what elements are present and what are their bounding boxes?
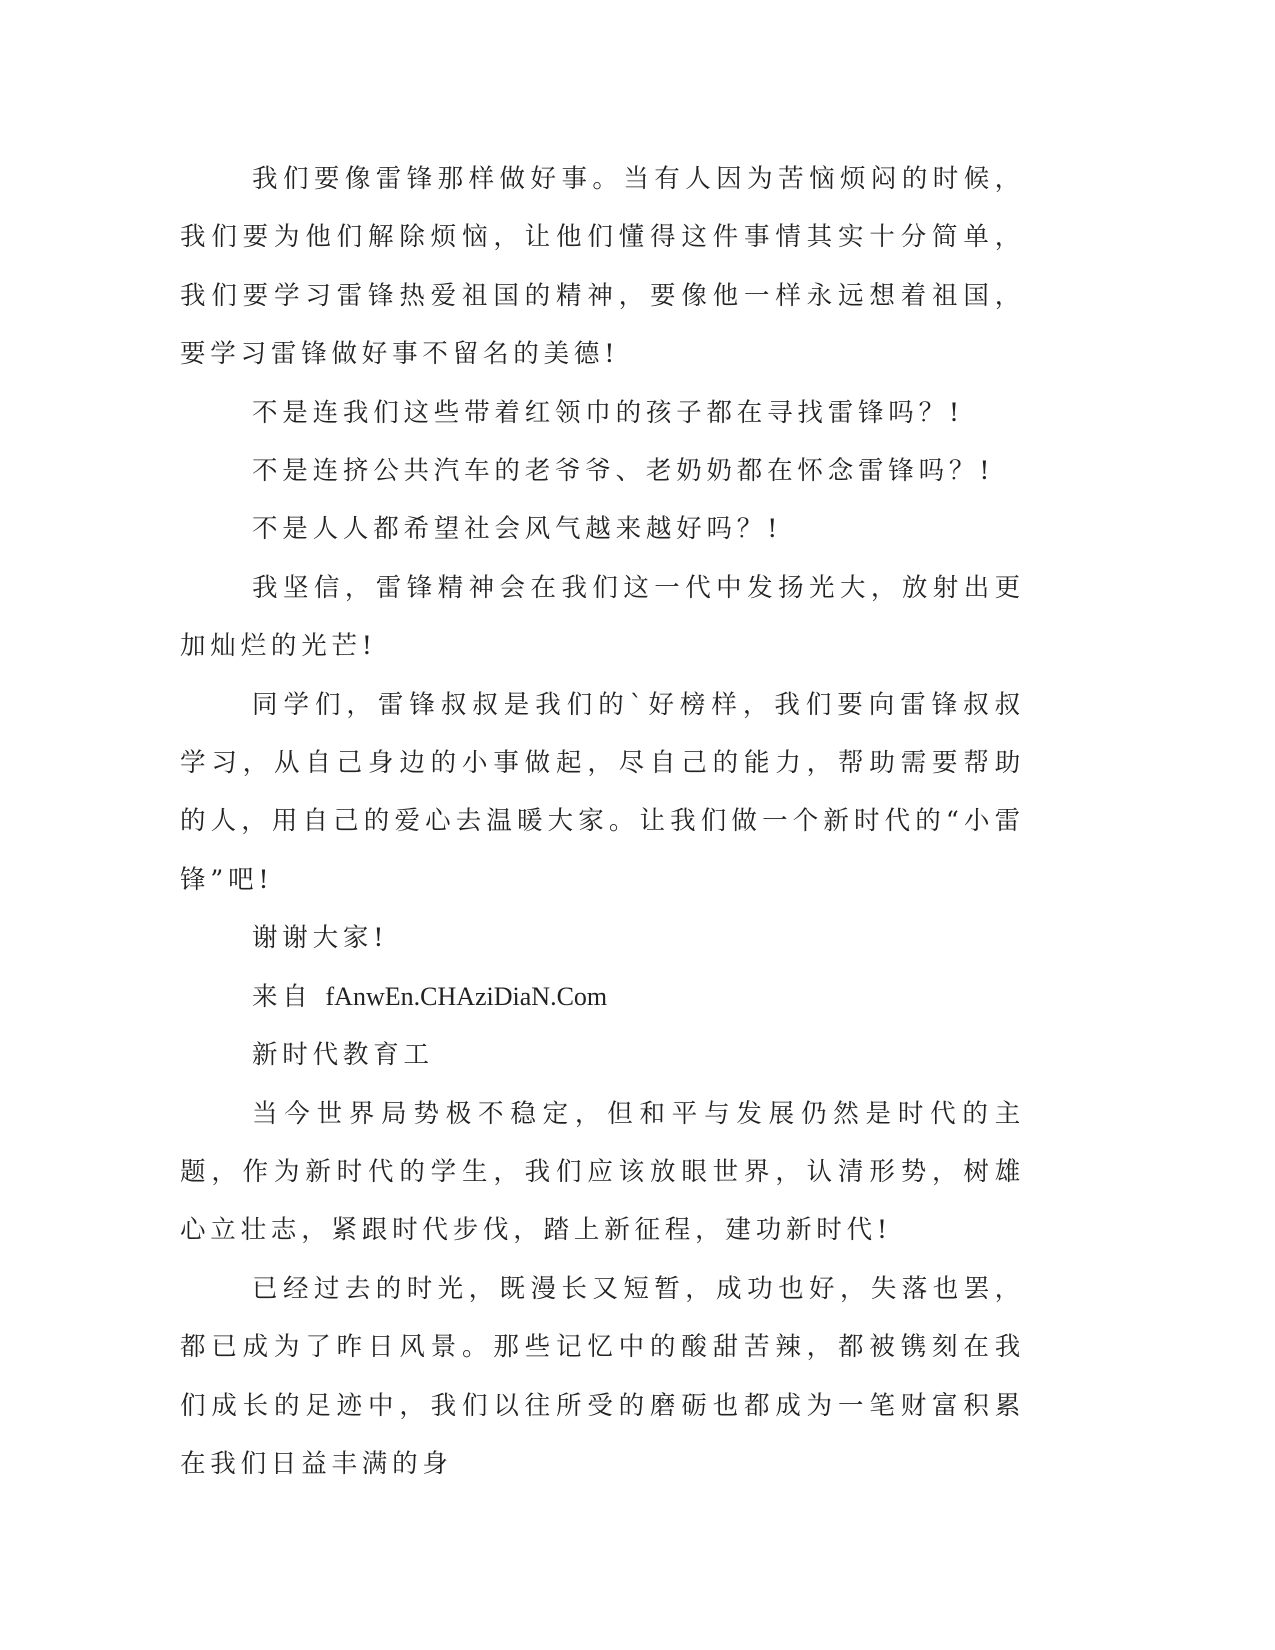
source-line <box>180 968 1025 1026</box>
paragraph-society-question: 不是人人都希望社会风气越来越好吗？! <box>252 514 783 545</box>
paragraph-red-scarf-question: 不是连我们这些带着红领巾的孩子都在寻找雷锋吗？! <box>252 397 964 428</box>
paragraph-belief: 我坚信，雷锋精神会在我们这一代中发扬光大，放射出更加灿烂的光芒! <box>180 572 1025 662</box>
paragraph-world-situation: 当今世界局势极不稳定，但和平与发展仍然是时代的主题，作为新时代的学生，我们应该放眼世界，认清形势，树雄心立壮志，紧跟时代步伐，踏上新征程，建功新时代! <box>180 1098 1025 1246</box>
paragraph-thanks: 谢谢大家! <box>252 923 389 954</box>
source-prefix: 来自 <box>252 981 313 1012</box>
document-page <box>180 150 1025 1493</box>
paragraph-leifeng-good-deeds: 我们要像雷锋那样做好事。当有人因为苦恼烦闷的时候，我们要为他们解除烦恼，让他们懂得这件事情其实十分简单，我们要学习雷锋热爱祖国的精神，要像他一样永远想着祖国，要学习雷锋做好事不留名的美德! <box>180 164 1025 370</box>
paragraph-past-time: 已经过去的时光，既漫长又短暂，成功也好，失落也罢，都已成为了昨日风景。那些记忆中的酸甜苦辣，都被镌刻在我们成长的足迹中，我们以往所受的磨砺也都成为一笔财富积累在我们日益丰满的身 <box>180 1273 1025 1479</box>
source-url: fAnwEn.CHAziDiaN.Com <box>325 981 608 1011</box>
paragraph-elderly-question: 不是连挤公共汽车的老爷爷、老奶奶都在怀念雷锋吗？! <box>252 456 995 487</box>
paragraph-classmates: 同学们，雷锋叔叔是我们的`好榜样，我们要向雷锋叔叔学习，从自己身边的小事做起，尽自己的能力，帮助需要帮助的人，用自己的爱心去温暖大家。让我们做一个新时代的“小雷锋”吧! <box>180 689 1025 895</box>
section-heading: 新时代教育工 <box>252 1040 434 1071</box>
